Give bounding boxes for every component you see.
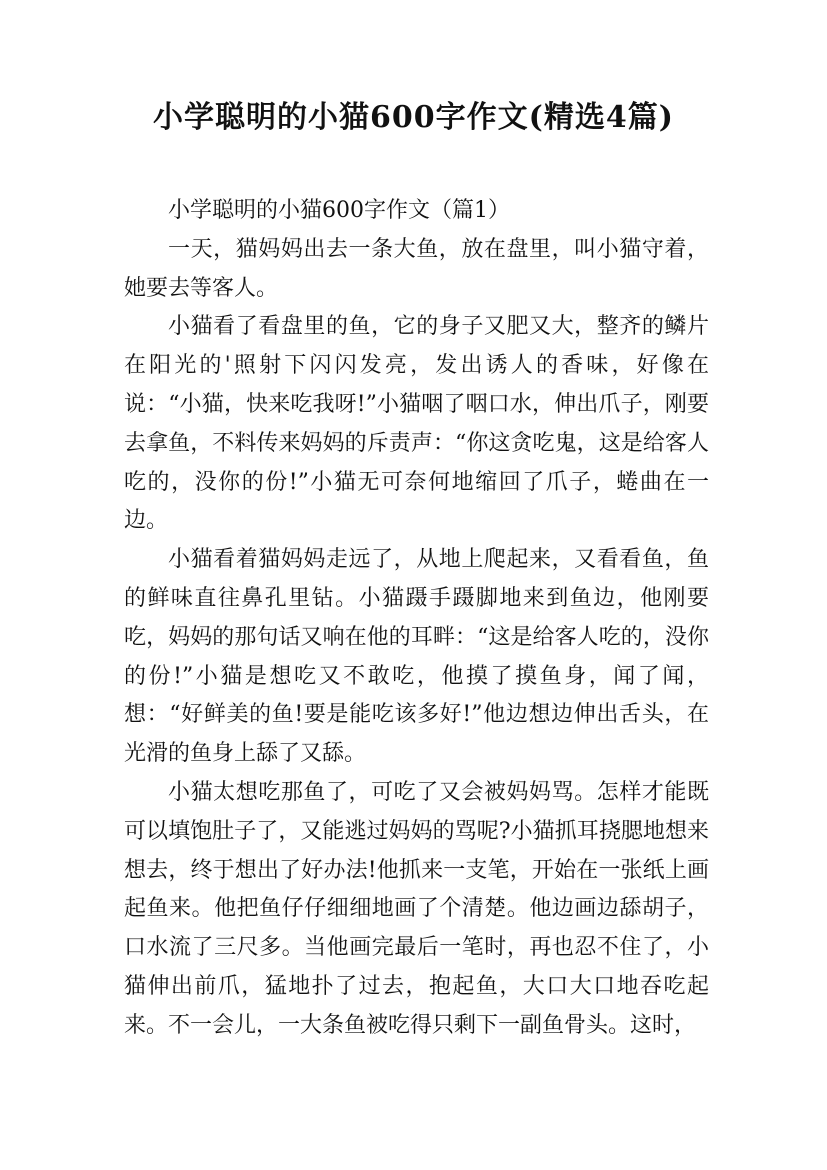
paragraph: 小猫太想吃那鱼了，可吃了又会被妈妈骂。怎样才能既可以填饱肚子了，又能逃过妈妈的骂呢?小猫抓耳挠腮地想来想去，终于想出了好办法!他抓来一支笔，开始在一张纸上画起鱼来。他把鱼仔仔细细地画了个清楚。他边画边舔胡子，口水流了三尺多。当他画完最后一笔时，再也忍不住了，小猫伸出前爪，猛地扑了过去，抱起鱼，大口大口地吞吃起来。不一会儿，一大条鱼被吃得只剩下一副鱼骨头。这时， (124, 779, 709, 1038)
document-title: 小学聪明的小猫600字作文(精选4篇) (153, 100, 674, 135)
paragraph: 小猫看着猫妈妈走远了，从地上爬起来，又看看鱼，鱼的鲜味直往鼻孔里钻。小猫蹑手蹑脚地来到鱼边，他刚要吃，妈妈的那句话又响在他的耳畔：“这是给客人吃的，没你的份!”小猫是想吃又不敢吃，他摸了摸鱼身，闻了闻，想：“好鲜美的鱼!要是能吃该多好!”他边想边伸出舌头，在光滑的鱼身上舔了又舔。 (124, 547, 709, 767)
section-heading: 小学聪明的小猫600字作文（篇1） (168, 198, 510, 223)
document-body (124, 192, 709, 1046)
paragraph: 小猫看了看盘里的鱼，它的身子又肥又大，整齐的鳞片在阳光的'照射下闪闪发亮，发出诱人的香味，好像在说：“小猫，快来吃我呀!”小猫咽了咽口水，伸出爪子，刚要去拿鱼，不料传来妈妈的斥责声：“你这贪吃鬼，这是给客人吃的，没你的份!”小猫无可奈何地缩回了爪子，蜷曲在一边。 (124, 314, 709, 534)
paragraph: 一天，猫妈妈出去一条大鱼，放在盘里，叫小猫守着，她要去等客人。 (124, 236, 709, 301)
